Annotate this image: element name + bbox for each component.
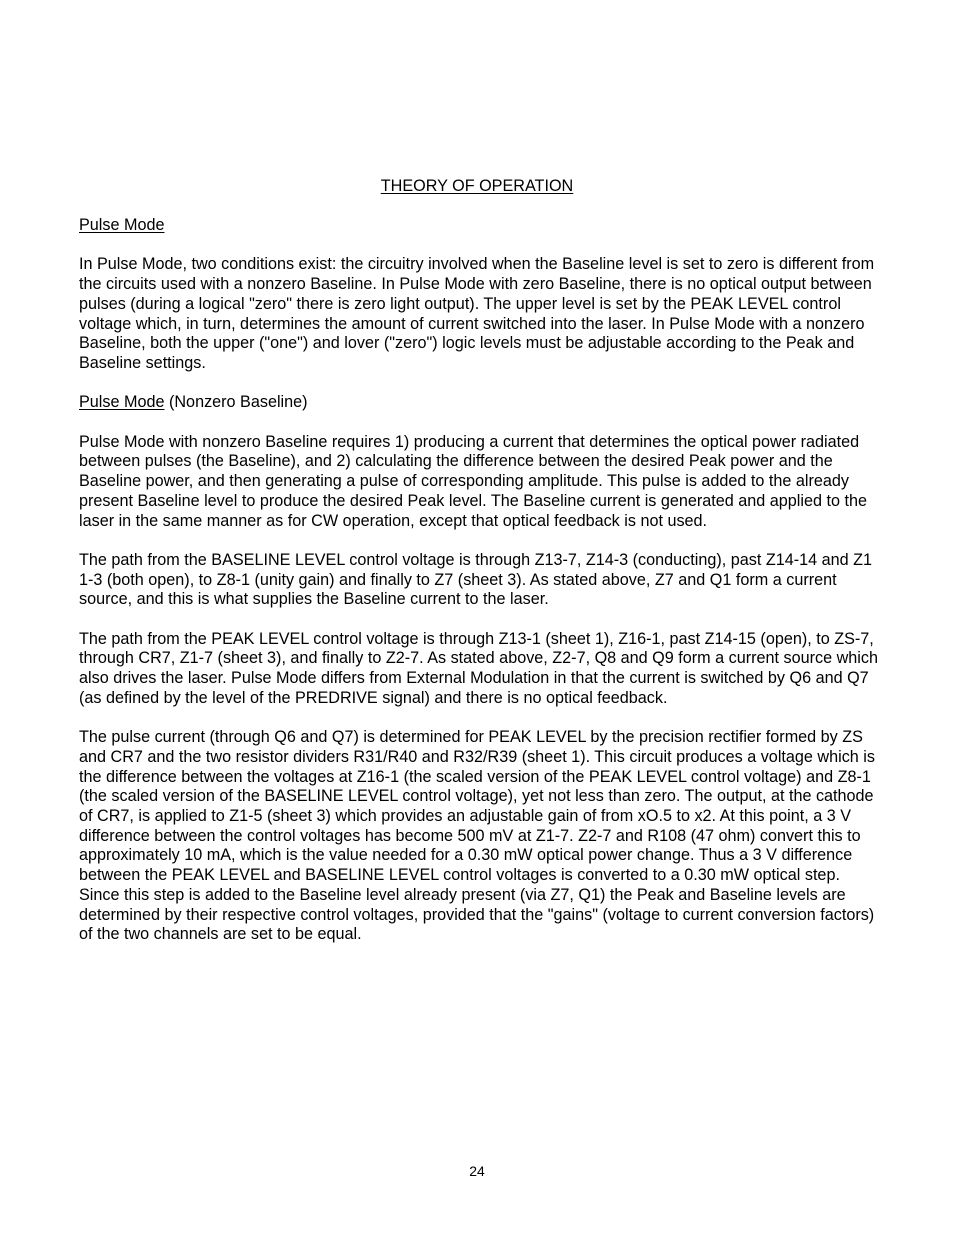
body-paragraph: In Pulse Mode, two conditions exist: the circuitry involved when the Baseline level is set to zero is different from the circuits used with a nonzero Baseline. In Pulse Mode with zero Baseline, there is no optical output between pulses (during a logical "zero" there is zero light output). The upper level is set by the PEAK LEVEL control voltage which, in turn, determines the amount of current switched into the laser. In Pulse Mode with a nonzero Baseline, both the upper ("one") and lover ("zero") logic levels must be adjustable according to the Peak and Baseline settings. <box>79 255 875 372</box>
body-paragraph: The path from the BASELINE LEVEL control voltage is through Z13-7, Z14-3 (conducting), past Z14-14 and Z1 1-3 (both open), to Z8-1 (unity gain) and finally to Z7 (sheet 3). As stated above, Z7 and Q1 form a current source, and this is what supplies the Baseline current to the laser. <box>79 550 873 609</box>
body-paragraph: The path from the PEAK LEVEL control voltage is through Z13-1 (sheet 1), Z16-1, past Z14-15 (open), to ZS-7, through CR7, Z1-7 (sheet 3), and finally to Z2-7. As stated above, Z2-7, Q8 and Q9 form a current source which also drives the laser. Pulse Mode differs from External Modulation in that the current is switched by Q6 and Q7 (as defined by the level of the PREDRIVE signal) and there is no optical feedback. <box>79 629 878 707</box>
document-body <box>79 216 879 965</box>
body-paragraph: The pulse current (through Q6 and Q7) is determined for PEAK LEVEL by the precision rectifier formed by ZS and CR7 and the two resistor dividers R31/R40 and R32/R39 (sheet 1). This circuit produces a voltage which is the difference between the voltages at Z16-1 (the scaled version of the PEAK LEVEL control voltage) and Z8-1 (the scaled version of the BASELINE LEVEL control voltage), yet not less than zero. The output, at the cathode of CR7, is applied to Z1-5 (sheet 3) which provides an adjustable gain of from xO.5 to x2. At this point, a 3 V difference between the control voltages has become 500 mV at Z1-7. Z2-7 and R108 (47 ohm) convert this to approximately 10 mA, which is the value needed for a 0.30 mW optical power change. Thus a 3 V difference between the PEAK LEVEL and BASELINE LEVEL control voltages is converted to a 0.30 mW optical step. Since this step is added to the Baseline level already present (via Z7, Q1) the Peak and Baseline levels are determined by their respective control voltages, provided that the "gains" (voltage to current conversion factors) of the two channels are set to be equal. <box>79 728 875 944</box>
section-heading-pulse-mode-nonzero <box>79 393 879 413</box>
document-title: THEORY OF OPERATION <box>380 177 574 195</box>
section-heading-text: Pulse Mode <box>79 393 165 412</box>
body-paragraph: Pulse Mode with nonzero Baseline requires 1) producing a current that determines the optical power radiated between pulses (the Baseline), and 2) calculating the difference between the desired Peak power and the Baseline power, and then generating a pulse of corresponding amplitude. This pulse is added to the already present Baseline level to produce the desired Peak level. The Baseline current is generated and applied to the laser in the same manner as for CW operation, except that optical feedback is not used. <box>79 432 868 530</box>
section-heading-pulse-mode <box>79 216 879 236</box>
section-heading-suffix: (Nonzero Baseline) <box>164 393 308 412</box>
page-number: 24 <box>469 1163 485 1179</box>
section-heading-text: Pulse Mode <box>79 216 165 234</box>
